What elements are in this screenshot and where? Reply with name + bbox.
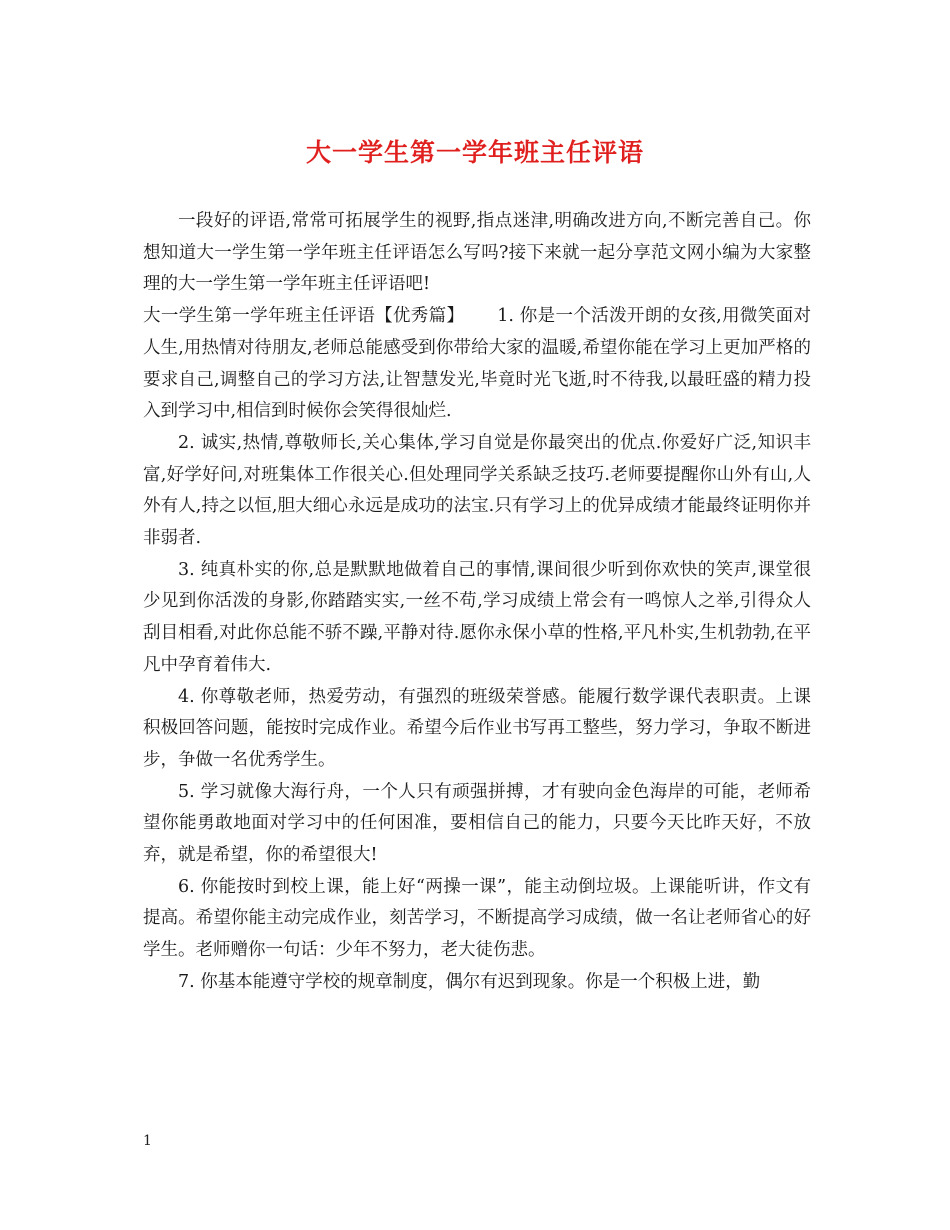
comment-item-3: 3. 纯真朴实的你,总是默默地做着自己的事情,课间很少听到你欢快的笑声,课堂很少见到你活泼的身影,你踏踏实实,一丝不苟,学习成绩上常会有一鸣惊人之举,引得众人刮目相看,对此你总能不骄不躁,平静对待.愿你永保小草的性格,平凡朴实,生机勃勃,在平凡中孕育着伟大. bbox=[143, 559, 811, 675]
page-number: 1 bbox=[143, 1133, 152, 1149]
intro-paragraph: 一段好的评语,常常可拓展学生的视野,指点迷津,明确改进方向,不断完善自己。你想知道大一学生第一学年班主任评语怎么写吗?接下来就一起分享范文网小编为大家整理的大一学生第一学年班主任评语吧! bbox=[143, 211, 811, 295]
comment-item-6: 6. 你能按时到校上课，能上好“两操一课”，能主动倒垃圾。上课能听讲，作文有提高。希望你能主动完成作业，刻苦学习，不断提高学习成绩，做一名让老师省心的好学生。老师赠你一句话：少年不努力，老大徒伤悲。 bbox=[143, 876, 811, 961]
document-body bbox=[143, 206, 811, 999]
comment-item-2: 2. 诚实,热情,尊敬师长,关心集体,学习自觉是你最突出的优点.你爱好广泛,知识丰富,好学好问,对班集体工作很关心.但处理同学关系缺乏技巧.老师要提醒你山外有山,人外有人,持之以恒,胆大细心永远是成功的法宝.只有学习上的优异成绩才能最终证明你并非弱者. bbox=[143, 432, 811, 549]
comment-item-4: 4. 你尊敬老师，热爱劳动，有强烈的班级荣誉感。能履行数学课代表职责。上课积极回答问题，能按时完成作业。希望今后作业书写再工整些，努力学习，争取不断进步，争做一名优秀学生。 bbox=[143, 686, 811, 770]
comment-item-7: 7. 你基本能遵守学校的规章制度，偶尔有迟到现象。你是一个积极上进，勤 bbox=[178, 971, 761, 992]
comment-item-5: 5. 学习就像大海行舟，一个人只有顽强拼搏，才有驶向金色海岸的可能，老师希望你能勇敢地面对学习中的任何困准，要相信自己的能力，只要今天比昨天好，不放弃，就是希望，你的希望很大! bbox=[143, 781, 811, 866]
document-title: 大一学生第一学年班主任评语 bbox=[305, 138, 644, 167]
section-heading-paragraph: 大一学生第一学年班主任评语【优秀篇】 1. 你是一个活泼开朗的女孩,用微笑面对人生,用热情对待朋友,老师总能感受到你带给大家的温暖,希望你能在学习上更加严格的要求自己,调整自己的学习方法,让智慧发光,毕竟时光飞逝,时不待我,以最旺盛的精力投入到学习中,相信到时候你会笑得很灿烂. bbox=[143, 306, 811, 422]
